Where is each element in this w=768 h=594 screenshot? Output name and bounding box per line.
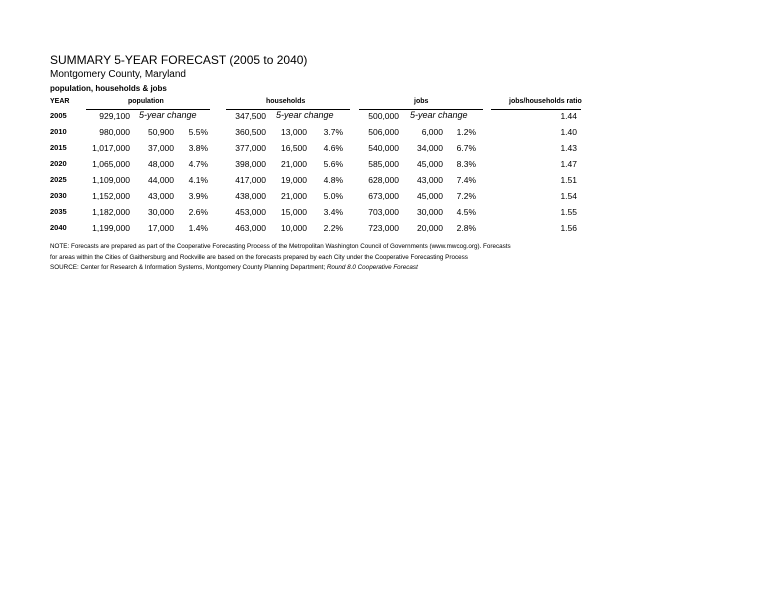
cell-households-change: 21,000 (281, 191, 307, 201)
cell-jobs: 500,000 (368, 111, 399, 121)
cell-ratio: 1.56 (560, 223, 577, 233)
cell-population: 1,017,000 (92, 143, 130, 153)
cell-households: 347,500 (235, 111, 266, 121)
cell-jobs-pct: 1.2% (456, 127, 476, 137)
header-underline-ratio (491, 109, 581, 110)
cell-population-pct: 4.7% (188, 159, 208, 169)
cell-jobs-change: 6,000 (421, 127, 443, 137)
cell-jobs-change: 43,000 (417, 175, 443, 185)
cell-ratio: 1.44 (560, 111, 577, 121)
cell-households-pct: 4.8% (323, 175, 343, 185)
households-change-label: 5-year change (276, 110, 334, 120)
cell-households: 360,500 (235, 127, 266, 137)
cell-ratio: 1.54 (560, 191, 577, 201)
table-row (0, 207, 768, 221)
table-row (0, 223, 768, 237)
cell-households: 417,000 (235, 175, 266, 185)
cell-households: 377,000 (235, 143, 266, 153)
cell-households-pct: 5.6% (323, 159, 343, 169)
cell-jobs: 540,000 (368, 143, 399, 153)
cell-households-pct: 5.0% (323, 191, 343, 201)
cell-jobs: 506,000 (368, 127, 399, 137)
cell-year: 2010 (50, 127, 67, 136)
table-row (0, 111, 768, 125)
table-row (0, 143, 768, 157)
cell-population: 980,000 (99, 127, 130, 137)
note-line-1: NOTE: Forecasts are prepared as part of the Cooperative Forecasting Process of the Metropolitan Washington Council of Governments (www.mwcog.org). Forecasts (50, 243, 511, 250)
table-row (0, 159, 768, 173)
page-subtitle: Montgomery County, Maryland (50, 69, 186, 80)
population-change-label: 5-year change (139, 110, 197, 120)
cell-population: 1,065,000 (92, 159, 130, 169)
cell-year: 2040 (50, 223, 67, 232)
cell-ratio: 1.40 (560, 127, 577, 137)
page-title: SUMMARY 5-YEAR FORECAST (2005 to 2040) (50, 53, 308, 67)
cell-population-change: 17,000 (148, 223, 174, 233)
cell-jobs: 703,000 (368, 207, 399, 217)
cell-year: 2030 (50, 191, 67, 200)
cell-households: 438,000 (235, 191, 266, 201)
cell-jobs-pct: 7.2% (456, 191, 476, 201)
cell-jobs: 673,000 (368, 191, 399, 201)
header-year: YEAR (50, 98, 70, 105)
table-row (0, 191, 768, 205)
cell-households: 453,000 (235, 207, 266, 217)
cell-population: 1,109,000 (92, 175, 130, 185)
cell-population-change: 50,900 (148, 127, 174, 137)
cell-households-change: 10,000 (281, 223, 307, 233)
cell-ratio: 1.51 (560, 175, 577, 185)
cell-households-change: 19,000 (281, 175, 307, 185)
cell-jobs: 628,000 (368, 175, 399, 185)
cell-households-pct: 3.4% (323, 207, 343, 217)
cell-jobs: 585,000 (368, 159, 399, 169)
source-line (50, 263, 511, 274)
cell-year: 2015 (50, 143, 67, 152)
cell-year: 2035 (50, 207, 67, 216)
cell-population: 1,182,000 (92, 207, 130, 217)
cell-jobs-change: 34,000 (417, 143, 443, 153)
cell-population-pct: 1.4% (188, 223, 208, 233)
cell-population: 929,100 (99, 111, 130, 121)
cell-ratio: 1.47 (560, 159, 577, 169)
cell-households-change: 15,000 (281, 207, 307, 217)
cell-jobs-pct: 6.7% (456, 143, 476, 153)
cell-population: 1,152,000 (92, 191, 130, 201)
cell-population: 1,199,000 (92, 223, 130, 233)
source-title: Round 8.0 Cooperative Forecast (326, 264, 418, 271)
cell-households-pct: 4.6% (323, 143, 343, 153)
header-population: population (128, 98, 164, 105)
cell-population-pct: 2.6% (188, 207, 208, 217)
header-households: households (266, 98, 306, 105)
cell-jobs-pct: 7.4% (456, 175, 476, 185)
cell-jobs: 723,000 (368, 223, 399, 233)
table-row (0, 175, 768, 189)
cell-ratio: 1.55 (560, 207, 577, 217)
cell-households: 463,000 (235, 223, 266, 233)
cell-population-pct: 3.8% (188, 143, 208, 153)
header-ratio: jobs/households ratio (509, 98, 582, 105)
cell-population-pct: 4.1% (188, 175, 208, 185)
cell-households-pct: 2.2% (323, 223, 343, 233)
cell-population-change: 37,000 (148, 143, 174, 153)
cell-jobs-change: 45,000 (417, 159, 443, 169)
cell-households-change: 16,500 (281, 143, 307, 153)
cell-jobs-change: 30,000 (417, 207, 443, 217)
cell-households: 398,000 (235, 159, 266, 169)
header-jobs: jobs (414, 98, 429, 105)
cell-population-pct: 3.9% (188, 191, 208, 201)
cell-population-pct: 5.5% (188, 127, 208, 137)
cell-population-change: 48,000 (148, 159, 174, 169)
cell-jobs-pct: 8.3% (456, 159, 476, 169)
table-row (0, 127, 768, 141)
note-line-2: for areas within the Cities of Gaithersburg and Rockville are based on the forecasts prepared by each City under the Cooperative Forecasting Process (50, 253, 468, 261)
notes-block (50, 242, 511, 274)
cell-jobs-change: 20,000 (417, 223, 443, 233)
cell-population-change: 43,000 (148, 191, 174, 201)
page-subheading: population, households & jobs (50, 84, 167, 93)
cell-jobs-change: 45,000 (417, 191, 443, 201)
cell-jobs-pct: 2.8% (456, 223, 476, 233)
cell-population-change: 44,000 (148, 175, 174, 185)
cell-year: 2005 (50, 111, 67, 120)
cell-jobs-pct: 4.5% (456, 207, 476, 217)
cell-year: 2025 (50, 175, 67, 184)
cell-households-change: 21,000 (281, 159, 307, 169)
source-text: SOURCE: Center for Research & Information Systems, Montgomery County Planning Department; (50, 264, 327, 271)
cell-year: 2020 (50, 159, 67, 168)
cell-ratio: 1.43 (560, 143, 577, 153)
cell-population-change: 30,000 (148, 207, 174, 217)
jobs-change-label: 5-year change (410, 110, 468, 120)
cell-households-change: 13,000 (281, 127, 307, 137)
cell-households-pct: 3.7% (323, 127, 343, 137)
